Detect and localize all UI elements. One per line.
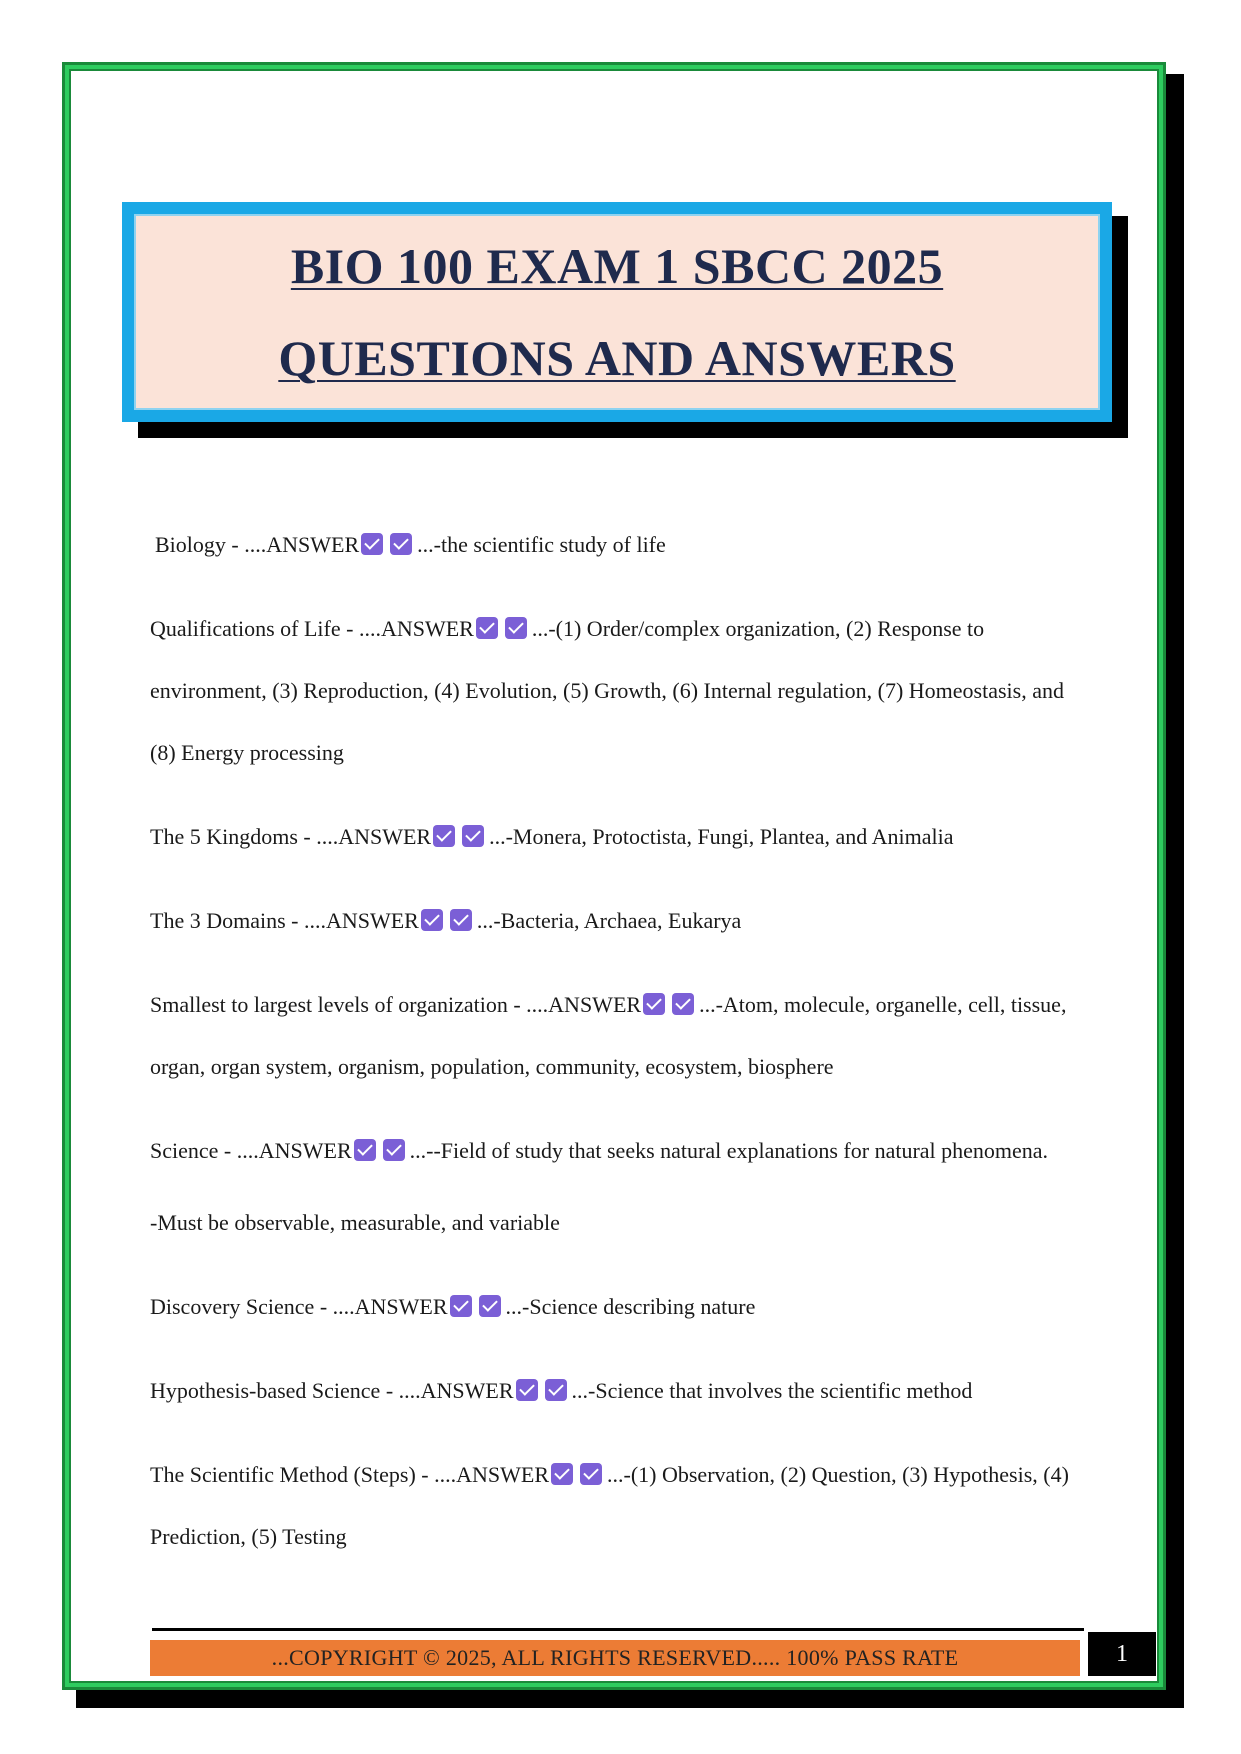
- check-box-icon: [450, 909, 472, 931]
- footer-rule: [152, 1628, 1084, 1631]
- answer-marker: ....ANSWER: [434, 1462, 549, 1487]
- page-number: 1: [1088, 1632, 1156, 1676]
- check-box-icon: [433, 825, 455, 847]
- check-box-icon: [479, 1295, 501, 1317]
- answer-suffix: ...: [409, 1138, 427, 1163]
- qa-term: Qualifications of Life -: [150, 616, 359, 641]
- check-box-icon: [516, 1379, 538, 1401]
- check-box-icon: [580, 1463, 602, 1485]
- qa-item: [150, 1360, 1080, 1422]
- qa-answer: -the scientific study of life: [433, 532, 666, 557]
- check-box-icon: [421, 909, 443, 931]
- answer-suffix: ...: [699, 992, 716, 1017]
- answer-suffix: ...: [417, 532, 434, 557]
- qa-term: Smallest to largest levels of organization -: [150, 992, 527, 1017]
- qa-answer: -(1) Order/complex organization, (2) Response to environment, (3) Reproduction, (4) Evolution, (5) Growth, (6) Internal regulation, (7) Homeostasis, and (8) Energy processing: [150, 616, 1064, 765]
- title-line-2: QUESTIONS AND ANSWERS: [278, 330, 956, 386]
- title-banner-inner: [134, 214, 1100, 410]
- check-box-icon: [551, 1463, 573, 1485]
- qa-item: [150, 974, 1080, 1098]
- check-box-icon: [361, 533, 383, 555]
- answer-marker: ....ANSWER: [332, 1294, 448, 1319]
- check-box-icon: [505, 617, 527, 639]
- answer-marker: ....ANSWER: [358, 616, 474, 641]
- qa-term: Discovery Science -: [150, 1294, 333, 1319]
- answer-marker: ....ANSWER: [526, 992, 642, 1017]
- qa-item: [150, 1444, 1080, 1568]
- answer-marker: ....ANSWER: [316, 824, 432, 849]
- footer-copyright: ...COPYRIGHT © 2025, ALL RIGHTS RESERVED..... 100% PASS RATE: [150, 1640, 1080, 1676]
- answer-suffix: ...: [607, 1462, 624, 1487]
- qa-item: [150, 1276, 1080, 1338]
- check-box-icon: [545, 1379, 567, 1401]
- check-box-icon: [354, 1139, 376, 1161]
- answer-marker: ....ANSWER: [236, 1138, 352, 1163]
- qa-answer: -Science that involves the scientific method: [588, 1378, 973, 1403]
- qa-term: Biology -: [155, 532, 245, 557]
- qa-answer: --Field of study that seeks natural explanations for natural phenomena.: [426, 1138, 1049, 1163]
- answer-marker: ....ANSWER: [398, 1378, 514, 1403]
- qa-answer: -Bacteria, Archaea, Eukarya: [493, 908, 742, 933]
- qa-extra-line: -Must be observable, measurable, and variable: [150, 1210, 560, 1235]
- qa-term: Hypothesis-based Science -: [150, 1378, 399, 1403]
- answer-suffix: ...: [505, 1294, 523, 1319]
- qa-answer: -Science describing nature: [522, 1294, 756, 1319]
- check-box-icon: [643, 993, 665, 1015]
- check-box-icon: [476, 617, 498, 639]
- qa-answer: -(1) Observation, (2) Question, (3) Hypothesis, (4) Prediction, (5) Testing: [150, 1462, 1069, 1549]
- answer-suffix: ...: [531, 616, 549, 641]
- title-line-1: BIO 100 EXAM 1 SBCC 2025: [290, 238, 944, 294]
- qa-item: [150, 890, 1080, 952]
- qa-list: [150, 514, 1080, 1568]
- qa-term: The 5 Kingdoms -: [150, 824, 317, 849]
- qa-term: The Scientific Method (Steps) -: [150, 1462, 435, 1487]
- check-box-icon: [383, 1139, 405, 1161]
- answer-suffix: ...: [571, 1378, 589, 1403]
- answer-suffix: ...: [489, 824, 506, 849]
- answer-marker: ....ANSWER: [244, 532, 360, 557]
- qa-item: [150, 806, 1080, 868]
- title-banner: [122, 202, 1112, 422]
- answer-suffix: ...: [476, 908, 494, 933]
- qa-term: Science -: [150, 1138, 237, 1163]
- qa-item: [150, 514, 1080, 576]
- qa-term: The 3 Domains -: [150, 908, 304, 933]
- answer-marker: ....ANSWER: [303, 908, 419, 933]
- qa-item: [150, 1120, 1080, 1182]
- check-box-icon: [450, 1295, 472, 1317]
- check-box-icon: [462, 825, 484, 847]
- check-box-icon: [672, 993, 694, 1015]
- qa-answer: -Monera, Protoctista, Fungi, Plantea, and Animalia: [505, 824, 954, 849]
- qa-item: [150, 598, 1080, 784]
- check-box-icon: [390, 533, 412, 555]
- qa-answer: -Atom, molecule, organelle, cell, tissue, organ, organ system, organism, population, community, ecosystem, biosphere: [150, 992, 1067, 1079]
